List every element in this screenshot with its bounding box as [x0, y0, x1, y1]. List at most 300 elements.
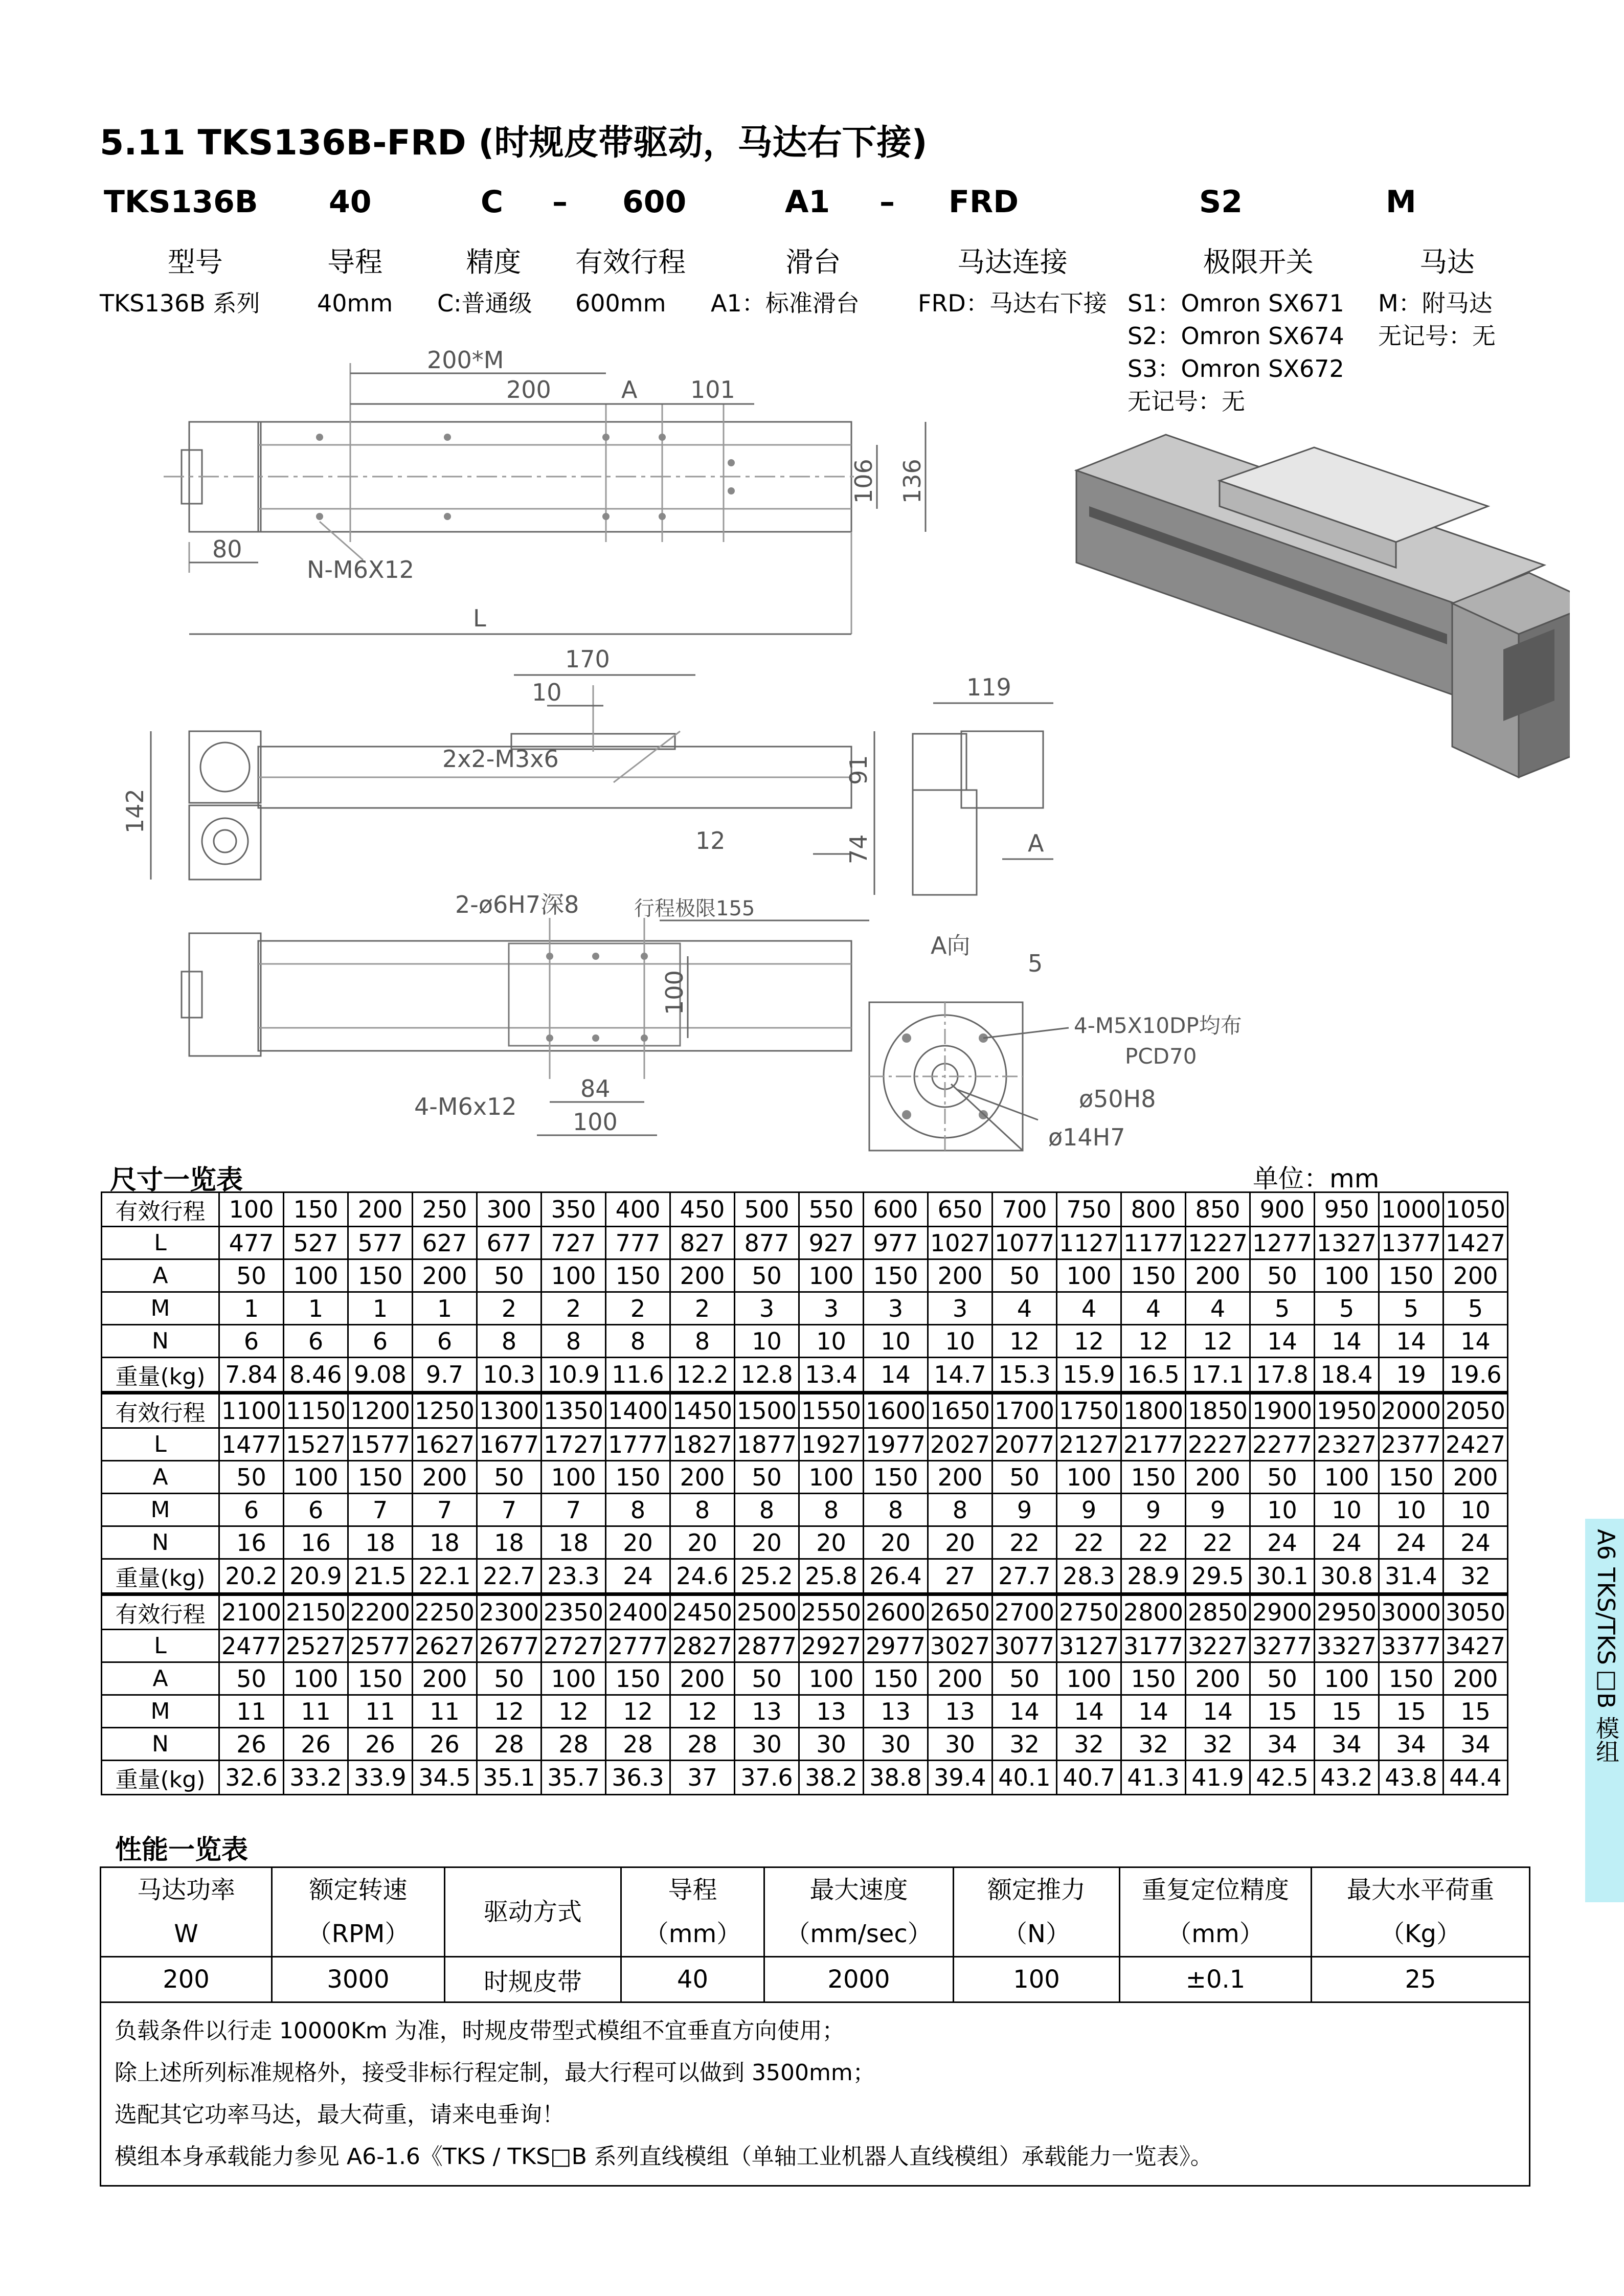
dimension-cell: 3027	[928, 1630, 993, 1662]
dimension-row-label: L	[102, 1630, 219, 1662]
dimension-cell: 20	[928, 1526, 993, 1559]
legend-stroke: 有效行程 600mm	[575, 246, 686, 317]
dimension-cell: 2300	[477, 1594, 542, 1630]
dimension-cell: 24	[606, 1559, 670, 1594]
dimension-cell: 1400	[606, 1393, 670, 1428]
dimension-row-label: M	[102, 1695, 219, 1728]
dimension-cell: 150	[864, 1662, 928, 1695]
dimension-cell: 12	[542, 1695, 606, 1728]
dimension-row-label: N	[102, 1325, 219, 1358]
dimension-cell: 8	[670, 1325, 735, 1358]
dimension-cell: 1677	[477, 1428, 542, 1461]
dimension-cell: 2677	[477, 1630, 542, 1662]
value-max-load: 25	[1312, 1957, 1530, 2002]
dimension-row	[102, 1662, 1508, 1695]
dimension-cell: 150	[1379, 1662, 1443, 1695]
dimension-table-title: 尺寸一览表	[110, 1165, 243, 1196]
dimension-cell: 150	[1379, 1461, 1443, 1494]
dimension-cell: 11	[413, 1695, 477, 1728]
dim-200: 200	[506, 376, 551, 403]
dimension-cell: 14	[1315, 1325, 1379, 1358]
dimension-cell: 33.2	[284, 1761, 348, 1795]
legend-motor-conn: 马达连接 FRD：马达右下接	[918, 246, 1107, 317]
dimension-row-label: 重量(kg)	[102, 1761, 219, 1795]
dimension-cell: 18	[477, 1526, 542, 1559]
dimension-cell: 20	[864, 1526, 928, 1559]
dimension-row-label: L	[102, 1428, 219, 1461]
note-line: 除上述所列标准规格外，接受非标行程定制，最大行程可以做到 3500mm；	[115, 2060, 875, 2086]
dimension-cell: 3177	[1121, 1630, 1186, 1662]
dim-84: 84	[580, 1075, 611, 1102]
dimension-cell: 24.6	[670, 1559, 735, 1594]
dimension-cell: 2877	[735, 1630, 799, 1662]
dimension-cell: 2727	[542, 1630, 606, 1662]
dimension-cell: 750	[1057, 1192, 1121, 1227]
dimension-cell: 1550	[799, 1393, 864, 1428]
dimension-cell: 32	[1443, 1559, 1508, 1594]
dimension-cell: 14.7	[928, 1358, 993, 1393]
dimension-cell: 150	[1121, 1259, 1186, 1292]
dimension-cell: 900	[1250, 1192, 1315, 1227]
dimension-cell: 150	[606, 1259, 670, 1292]
dimension-cell: 550	[799, 1192, 864, 1227]
dimension-row	[102, 1630, 1508, 1662]
dimension-cell: 250	[413, 1192, 477, 1227]
m6-label: 4-M6x12	[414, 1093, 517, 1120]
dimension-cell: 2550	[799, 1594, 864, 1630]
dimension-cell: 200	[1186, 1461, 1250, 1494]
dimension-cell: 1700	[993, 1393, 1057, 1428]
side-section-tab	[1585, 1519, 1624, 1902]
dimension-cell: 13.4	[799, 1358, 864, 1393]
dimension-cell: 15	[1379, 1695, 1443, 1728]
dimension-cell: 527	[284, 1227, 348, 1259]
view-a-drawing	[869, 932, 1242, 1151]
dimension-cell: 50	[1250, 1662, 1315, 1695]
dimension-cell: 627	[413, 1227, 477, 1259]
dimension-cell: 20.2	[219, 1559, 284, 1594]
dimension-row	[102, 1259, 1508, 1292]
dimension-cell: 1927	[799, 1428, 864, 1461]
dimension-row	[102, 1358, 1508, 1393]
dimension-row-label: 有效行程	[102, 1192, 219, 1227]
legend-precision: 精度 C:普通级	[437, 246, 532, 317]
bottom-view-drawing	[182, 891, 869, 1136]
legend-limit-switch: 极限开关 S1：Omron SX671 S2：Omron SX674 S3：Omron SX672 无记号：无	[1127, 246, 1344, 415]
dimension-cell: 1827	[670, 1428, 735, 1461]
dimension-cell: 6	[413, 1325, 477, 1358]
header-max-load: 最大水平荷重 （Kg）	[1312, 1867, 1530, 1957]
dimension-cell: 50	[735, 1259, 799, 1292]
dimension-cell: 22.7	[477, 1559, 542, 1594]
dimension-cell: 12	[1121, 1325, 1186, 1358]
dimension-cell: 10	[864, 1325, 928, 1358]
view-a-label: A向	[931, 932, 971, 959]
value-motor-power: 200	[101, 1957, 272, 2002]
dim-170: 170	[565, 645, 610, 673]
dimension-cell: 150	[284, 1192, 348, 1227]
dimension-cell: 8.46	[284, 1358, 348, 1393]
dimension-cell: 5	[1443, 1292, 1508, 1325]
dimension-cell: 43.8	[1379, 1761, 1443, 1795]
dimension-cell: 15.9	[1057, 1358, 1121, 1393]
dimension-cell: 2650	[928, 1594, 993, 1630]
dimension-cell: 2950	[1315, 1594, 1379, 1630]
dimension-cell: 2127	[1057, 1428, 1121, 1461]
dimension-cell: 4	[1057, 1292, 1121, 1325]
dimension-cell: 6	[348, 1325, 413, 1358]
dimension-cell: 24	[1250, 1526, 1315, 1559]
code-lead: 40	[329, 184, 372, 220]
dimension-cell: 2227	[1186, 1428, 1250, 1461]
dim-101: 101	[690, 376, 735, 403]
note-line: 模组本身承载能力参见 A6-1.6《TKS / TKS□B 系列直线模组（单轴工业机器人直线模组）承载能力一览表》。	[115, 2144, 1213, 2170]
dimension-cell: 150	[606, 1461, 670, 1494]
dimension-cell: 7	[413, 1494, 477, 1526]
value-repeatability: ±0.1	[1120, 1957, 1312, 2002]
dimension-cell: 32	[1186, 1728, 1250, 1761]
arrow-a-label: A	[1028, 829, 1044, 857]
dimension-cell: 150	[864, 1259, 928, 1292]
dimension-row-label: N	[102, 1526, 219, 1559]
dimension-cell: 200	[670, 1662, 735, 1695]
dimension-cell: 1477	[219, 1428, 284, 1461]
dimension-cell: 50	[993, 1259, 1057, 1292]
dimension-cell: 26	[219, 1728, 284, 1761]
dimension-cell: 28.3	[1057, 1559, 1121, 1594]
dimension-cell: 1100	[219, 1393, 284, 1428]
dimension-cell: 8	[606, 1325, 670, 1358]
dimension-cell: 50	[1250, 1461, 1315, 1494]
dimension-cell: 100	[284, 1259, 348, 1292]
dimension-cell: 7	[477, 1494, 542, 1526]
note-line: 负载条件以行走 10000Km 为准，时规皮带型式模组不宜垂直方向使用；	[115, 2018, 845, 2044]
dimension-cell: 37	[670, 1761, 735, 1795]
header-rated-speed: 额定转速 （RPM）	[272, 1867, 445, 1957]
dimension-cell: 22	[1121, 1526, 1186, 1559]
dimension-cell: 50	[477, 1662, 542, 1695]
dimension-cell: 2377	[1379, 1428, 1443, 1461]
code-motor: M	[1386, 184, 1416, 220]
dimension-cell: 50	[735, 1662, 799, 1695]
dimension-cell: 21.5	[348, 1559, 413, 1594]
dimension-cell: 14	[1250, 1325, 1315, 1358]
dimension-cell: 850	[1186, 1192, 1250, 1227]
dimension-cell: 30	[864, 1728, 928, 1761]
dimension-cell: 20	[799, 1526, 864, 1559]
stroke-limit-label: 行程极限155	[634, 897, 755, 920]
dimension-cell: 100	[799, 1662, 864, 1695]
dimension-cell: 11	[284, 1695, 348, 1728]
dimension-cell: 100	[1315, 1461, 1379, 1494]
dimension-cell: 200	[413, 1259, 477, 1292]
dimension-cell: 200	[1186, 1259, 1250, 1292]
dimension-cell: 977	[864, 1227, 928, 1259]
dimension-cell: 27.7	[993, 1559, 1057, 1594]
dimension-cell: 4	[1121, 1292, 1186, 1325]
value-rated-thrust: 100	[954, 1957, 1120, 2002]
dim-80: 80	[212, 535, 242, 563]
dimension-cell: 1900	[1250, 1393, 1315, 1428]
dimension-cell: 150	[864, 1461, 928, 1494]
technical-drawings	[87, 327, 1570, 1161]
dimension-cell: 50	[477, 1259, 542, 1292]
dimension-cell: 17.8	[1250, 1358, 1315, 1393]
dimension-cell: 26.4	[864, 1559, 928, 1594]
dimension-row	[102, 1292, 1508, 1325]
dimension-cell: 44.4	[1443, 1761, 1508, 1795]
dimension-cell: 500	[735, 1192, 799, 1227]
dimension-cell: 150	[348, 1662, 413, 1695]
dimension-row-label: M	[102, 1292, 219, 1325]
dimension-cell: 7	[542, 1494, 606, 1526]
dimension-cell: 32	[1121, 1728, 1186, 1761]
dimension-cell: 8	[542, 1325, 606, 1358]
dimension-cell: 2400	[606, 1594, 670, 1630]
dimension-cell: 36.3	[606, 1761, 670, 1795]
dim-74: 74	[845, 834, 872, 864]
dimension-cell: 15	[1250, 1695, 1315, 1728]
dimension-cell: 3	[928, 1292, 993, 1325]
dimension-row	[102, 1695, 1508, 1728]
dimension-cell: 22	[1186, 1526, 1250, 1559]
dimension-cell: 15	[1443, 1695, 1508, 1728]
dimension-cell: 350	[542, 1192, 606, 1227]
dimension-cell: 2900	[1250, 1594, 1315, 1630]
code-limit-switch: S2	[1199, 184, 1243, 220]
dimension-cell: 100	[542, 1461, 606, 1494]
dimension-cell: 1600	[864, 1393, 928, 1428]
performance-table-title: 性能一览表	[115, 1835, 249, 1865]
dimension-cell: 2250	[413, 1594, 477, 1630]
dimension-cell: 2600	[864, 1594, 928, 1630]
dimension-row	[102, 1494, 1508, 1526]
dim-142: 142	[121, 789, 149, 834]
dimension-row-label: A	[102, 1259, 219, 1292]
dimension-cell: 1577	[348, 1428, 413, 1461]
dimension-cell: 2500	[735, 1594, 799, 1630]
dimension-cell: 1450	[670, 1393, 735, 1428]
dimension-cell: 41.9	[1186, 1761, 1250, 1795]
dimension-cell: 1800	[1121, 1393, 1186, 1428]
dimension-cell: 477	[219, 1227, 284, 1259]
dimension-cell: 14	[1443, 1325, 1508, 1358]
note-line: 选配其它功率马达，最大荷重，请来电垂询！	[115, 2102, 565, 2128]
dimension-cell: 927	[799, 1227, 864, 1259]
dimension-cell: 1350	[542, 1393, 606, 1428]
dimension-cell: 3050	[1443, 1594, 1508, 1630]
dimension-cell: 37.6	[735, 1761, 799, 1795]
model-code-row	[100, 184, 1480, 225]
dimension-cell: 31.4	[1379, 1559, 1443, 1594]
dimension-cell: 1650	[928, 1393, 993, 1428]
dimension-cell: 20.9	[284, 1559, 348, 1594]
dimension-cell: 50	[735, 1461, 799, 1494]
dimension-cell: 2077	[993, 1428, 1057, 1461]
dim-10: 10	[532, 679, 562, 706]
code-motor-conn: FRD	[949, 184, 1019, 220]
dimension-cell: 13	[864, 1695, 928, 1728]
holes-label: N-M6X12	[307, 556, 415, 583]
dimension-cell: 22	[993, 1526, 1057, 1559]
dimension-row	[102, 1559, 1508, 1594]
legend-lead: 导程 40mm	[317, 246, 393, 317]
dimension-cell: 12	[477, 1695, 542, 1728]
dimension-cell: 1150	[284, 1393, 348, 1428]
dimension-cell: 10	[1250, 1494, 1315, 1526]
dimension-cell: 1777	[606, 1428, 670, 1461]
dimension-cell: 600	[864, 1192, 928, 1227]
dimension-cell: 20	[735, 1526, 799, 1559]
dimension-cell: 34	[1250, 1728, 1315, 1761]
dimension-cell: 4	[1186, 1292, 1250, 1325]
dimension-cell: 8	[928, 1494, 993, 1526]
dimension-cell: 450	[670, 1192, 735, 1227]
value-drive-type: 时规皮带	[445, 1957, 621, 2002]
dimension-cell: 8	[477, 1325, 542, 1358]
dimension-cell: 24	[1315, 1526, 1379, 1559]
dimension-cell: 2827	[670, 1630, 735, 1662]
dimension-cell: 42.5	[1250, 1761, 1315, 1795]
dimension-cell: 200	[413, 1461, 477, 1494]
dimension-cell: 6	[284, 1494, 348, 1526]
dimension-cell: 16	[219, 1526, 284, 1559]
dimension-cell: 5	[1315, 1292, 1379, 1325]
dimension-cell: 10	[735, 1325, 799, 1358]
dimension-cell: 50	[993, 1662, 1057, 1695]
dimension-cell: 727	[542, 1227, 606, 1259]
dimension-cell: 35.1	[477, 1761, 542, 1795]
dimension-cell: 18.4	[1315, 1358, 1379, 1393]
dimension-cell: 14	[993, 1695, 1057, 1728]
legend-slide: 滑台 A1：标准滑台	[711, 246, 860, 317]
dimension-cell: 23.3	[542, 1559, 606, 1594]
dimension-cell: 5	[1250, 1292, 1315, 1325]
dimension-row	[102, 1594, 1508, 1630]
dimension-cell: 10	[799, 1325, 864, 1358]
dimension-cell: 1500	[735, 1393, 799, 1428]
performance-value-row	[101, 1957, 1530, 2002]
dim-5: 5	[1028, 950, 1043, 977]
dimension-cell: 14	[1379, 1325, 1443, 1358]
dimension-cell: 1727	[542, 1428, 606, 1461]
dimension-row-label: 有效行程	[102, 1594, 219, 1630]
dimension-cell: 50	[219, 1662, 284, 1695]
isometric-product-render	[1076, 435, 1570, 777]
dimension-cell: 200	[1443, 1461, 1508, 1494]
dimension-cell: 4	[993, 1292, 1057, 1325]
dimension-cell: 14	[1121, 1695, 1186, 1728]
dimension-cell: 28.9	[1121, 1559, 1186, 1594]
dimension-cell: 100	[1057, 1662, 1121, 1695]
dimension-cell: 950	[1315, 1192, 1379, 1227]
dimension-cell: 13	[928, 1695, 993, 1728]
dimension-cell: 2577	[348, 1630, 413, 1662]
code-stroke: 600	[622, 184, 687, 220]
dimension-cell: 50	[219, 1461, 284, 1494]
dimension-cell: 12	[1057, 1325, 1121, 1358]
dimension-cell: 3277	[1250, 1630, 1315, 1662]
dimension-row	[102, 1192, 1508, 1227]
header-rated-thrust: 额定推力 （N）	[954, 1867, 1120, 1957]
dimension-cell: 11	[219, 1695, 284, 1728]
dimension-cell: 29.5	[1186, 1559, 1250, 1594]
dim-12: 12	[695, 827, 726, 854]
dimension-cell: 11.6	[606, 1358, 670, 1393]
dimension-cell: 1	[219, 1292, 284, 1325]
dimension-cell: 200	[1443, 1662, 1508, 1695]
dimension-cell: 1127	[1057, 1227, 1121, 1259]
value-max-speed: 2000	[764, 1957, 954, 2002]
dimension-cell: 20	[670, 1526, 735, 1559]
code-slide: A1	[785, 184, 830, 220]
dimension-cell: 10.3	[477, 1358, 542, 1393]
dimension-cell: 1027	[928, 1227, 993, 1259]
dimension-cell: 3	[735, 1292, 799, 1325]
m3-label: 2x2-M3x6	[442, 745, 559, 773]
dimension-cell: 8	[799, 1494, 864, 1526]
dimension-cell: 32	[993, 1728, 1057, 1761]
dimension-cell: 28	[606, 1728, 670, 1761]
dimension-cell: 24	[1443, 1526, 1508, 1559]
dimension-cell: 13	[799, 1695, 864, 1728]
dimension-cell: 150	[606, 1662, 670, 1695]
dimension-cell: 100	[542, 1662, 606, 1695]
dimension-cell: 38.8	[864, 1761, 928, 1795]
performance-header-row	[101, 1867, 1530, 1957]
dimension-cell: 2527	[284, 1630, 348, 1662]
side-tab-label: A6 TKS/TKS□B 模组	[1592, 1529, 1620, 1763]
dimension-cell: 100	[1315, 1662, 1379, 1695]
header-drive-type: 驱动方式	[445, 1867, 621, 1957]
dimension-cell: 24	[1379, 1526, 1443, 1559]
pin-label: 2-ø6H7深8	[455, 891, 579, 918]
dimension-cell: 26	[348, 1728, 413, 1761]
dimension-cell: 1050	[1443, 1192, 1508, 1227]
dimension-cell: 28	[670, 1728, 735, 1761]
dimension-cell: 200	[413, 1662, 477, 1695]
dimension-cell: 7.84	[219, 1358, 284, 1393]
pcd-label: PCD70	[1125, 1044, 1197, 1069]
dimension-cell: 34	[1379, 1728, 1443, 1761]
dim-a: A	[621, 376, 638, 403]
performance-table	[100, 1866, 1530, 2187]
dimension-cell: 16.5	[1121, 1358, 1186, 1393]
dimension-cell: 9	[1186, 1494, 1250, 1526]
dimension-row-label: 重量(kg)	[102, 1559, 219, 1594]
dimension-row	[102, 1761, 1508, 1795]
dimension-cell: 1427	[1443, 1227, 1508, 1259]
dimension-row	[102, 1393, 1508, 1428]
dimension-cell: 200	[928, 1461, 993, 1494]
dimension-cell: 100	[542, 1259, 606, 1292]
dimension-cell: 1277	[1250, 1227, 1315, 1259]
dimension-cell: 50	[1250, 1259, 1315, 1292]
code-precision: C	[481, 184, 504, 220]
dimension-cell: 200	[670, 1461, 735, 1494]
dimension-cell: 2477	[219, 1630, 284, 1662]
dimension-cell: 1850	[1186, 1393, 1250, 1428]
dimension-cell: 150	[1121, 1461, 1186, 1494]
dimension-cell: 677	[477, 1227, 542, 1259]
dimension-cell: 10	[1443, 1494, 1508, 1526]
value-rated-speed: 3000	[272, 1957, 445, 2002]
dimension-cell: 28	[477, 1728, 542, 1761]
dim-136: 136	[898, 459, 926, 504]
dimension-cell: 35.7	[542, 1761, 606, 1795]
dimension-row-label: L	[102, 1227, 219, 1259]
page-title: 5.11 TKS136B-FRD (时规皮带驱动，马达右下接)	[100, 123, 928, 163]
